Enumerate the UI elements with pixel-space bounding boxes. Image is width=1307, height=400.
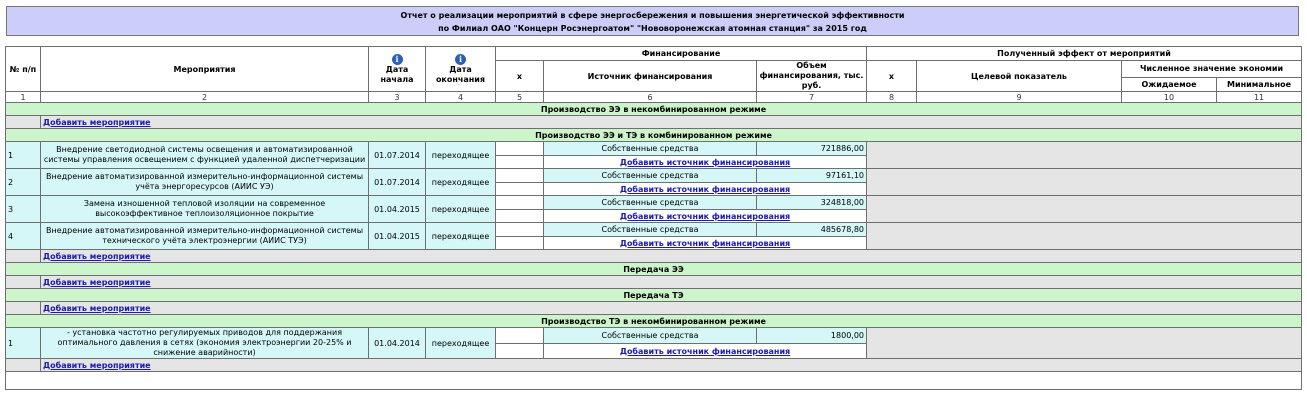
- section-title: Передача ЭЭ: [6, 263, 1302, 276]
- column-number: 2: [41, 92, 369, 103]
- event-effect-empty: [867, 223, 1302, 250]
- event-start-date: 01.04.2015: [369, 196, 426, 223]
- column-number: 5: [496, 92, 544, 103]
- add-source-cell: [544, 344, 867, 359]
- report-title-line1: Отчет о реализации мероприятий в сфере энергосбережения и повышения энергетической эффективности: [400, 11, 905, 20]
- event-row: [6, 142, 1302, 156]
- header-volume: Объем финансирования, тыс. руб.: [757, 61, 867, 92]
- add-event-link[interactable]: Добавить мероприятие: [43, 360, 151, 370]
- add-source-spacer: [496, 183, 544, 196]
- section-header-row: [6, 263, 1302, 276]
- empty-row: [6, 372, 1302, 390]
- add-source-spacer: [496, 156, 544, 169]
- add-source-cell: [544, 237, 867, 250]
- add-event-cell: [41, 276, 1302, 289]
- add-event-cell: [41, 116, 1302, 129]
- add-event-row: [6, 359, 1302, 372]
- event-x-fin: [496, 223, 544, 237]
- add-event-row: [6, 276, 1302, 289]
- header-event: Мероприятия: [41, 47, 369, 92]
- section-title: Производство ЭЭ и ТЭ в комбинированном режиме: [6, 129, 1302, 142]
- add-event-row: [6, 302, 1302, 315]
- section-header-row: [6, 129, 1302, 142]
- add-event-cell: [41, 302, 1302, 315]
- add-event-spacer: [6, 359, 41, 372]
- section-header-row: [6, 103, 1302, 116]
- report-title-line2: по Филиал ОАО "Концерн Росэнергоатом" "Нововоронежская атомная станция" за 2015 год: [438, 24, 867, 33]
- add-event-spacer: [6, 302, 41, 315]
- add-source-link[interactable]: Добавить источник финансирования: [619, 238, 791, 248]
- info-icon[interactable]: i: [455, 54, 466, 65]
- event-end-date: переходящее: [426, 196, 496, 223]
- column-number: 11: [1217, 92, 1302, 103]
- add-event-row: [6, 250, 1302, 263]
- event-end-date: переходящее: [426, 328, 496, 359]
- column-number: 1: [6, 92, 41, 103]
- header-end: [426, 47, 496, 92]
- add-event-row: [6, 116, 1302, 129]
- add-source-spacer: [496, 344, 544, 359]
- event-effect-empty: [867, 328, 1302, 359]
- event-volume: 721886,00: [757, 142, 867, 156]
- column-number: 7: [757, 92, 867, 103]
- event-number: 4: [6, 223, 41, 250]
- event-source: Собственные средства: [544, 223, 757, 237]
- add-source-link[interactable]: Добавить источник финансирования: [619, 184, 791, 194]
- event-x-fin: [496, 169, 544, 183]
- report-title: [6, 6, 1299, 36]
- event-end-date: переходящее: [426, 142, 496, 169]
- add-event-link[interactable]: Добавить мероприятие: [43, 117, 151, 127]
- header-expected: Ожидаемое: [1122, 77, 1217, 91]
- event-volume: 324818,00: [757, 196, 867, 210]
- event-end-date: переходящее: [426, 169, 496, 196]
- event-source: Собственные средства: [544, 196, 757, 210]
- event-number: 1: [6, 328, 41, 359]
- header-end-label: Дата окончания: [435, 64, 486, 84]
- section-title: Производство ЭЭ в некомбинированном режиме: [6, 103, 1302, 116]
- event-start-date: 01.04.2014: [369, 328, 426, 359]
- event-row: [6, 223, 1302, 237]
- section-title: Передача ТЭ: [6, 289, 1302, 302]
- event-end-date: переходящее: [426, 223, 496, 250]
- event-x-fin: [496, 328, 544, 344]
- event-volume: 1800,00: [757, 328, 867, 344]
- add-source-cell: [544, 183, 867, 196]
- column-numbers-row: [6, 92, 1302, 103]
- header-financing: Финансирование: [496, 47, 867, 61]
- header-start: [369, 47, 426, 92]
- add-event-link[interactable]: Добавить мероприятие: [43, 251, 151, 261]
- event-effect-empty: [867, 142, 1302, 169]
- header-effect: Полученный эффект от мероприятий: [867, 47, 1302, 61]
- report-table: [5, 46, 1302, 390]
- event-number: 1: [6, 142, 41, 169]
- column-number: 10: [1122, 92, 1217, 103]
- add-event-spacer: [6, 276, 41, 289]
- event-row: [6, 169, 1302, 183]
- event-source: Собственные средства: [544, 142, 757, 156]
- column-number: 9: [917, 92, 1122, 103]
- add-event-cell: [41, 250, 1302, 263]
- add-event-cell: [41, 359, 1302, 372]
- section-header-row: [6, 289, 1302, 302]
- column-number: 6: [544, 92, 757, 103]
- event-x-fin: [496, 142, 544, 156]
- header-source: Источник финансирования: [544, 61, 757, 92]
- column-number: 3: [369, 92, 426, 103]
- add-event-link[interactable]: Добавить мероприятие: [43, 303, 151, 313]
- event-name: Замена изношенной тепловой изоляции на современное высокоэффективное теплоизоляционное покрытие: [41, 196, 369, 223]
- header-start-label: Дата начала: [380, 64, 414, 84]
- event-effect-empty: [867, 196, 1302, 223]
- section-header-row: [6, 315, 1302, 328]
- event-name: Внедрение автоматизированной измерительно-информационной системы учёта энергоресурсов (АИИС УЭ): [41, 169, 369, 196]
- column-number: 8: [867, 92, 917, 103]
- column-number: 4: [426, 92, 496, 103]
- empty-cell: [6, 372, 1302, 390]
- event-effect-empty: [867, 169, 1302, 196]
- info-icon[interactable]: i: [392, 54, 403, 65]
- event-name: Внедрение автоматизированной измерительно-информационной системы технического учёта электроэнергии (АИИС ТУЭ): [41, 223, 369, 250]
- event-start-date: 01.07.2014: [369, 142, 426, 169]
- header-num: № п/п: [6, 47, 41, 92]
- add-source-cell: [544, 156, 867, 169]
- event-number: 3: [6, 196, 41, 223]
- header-x-effect: х: [867, 61, 917, 92]
- event-row: [6, 328, 1302, 344]
- event-volume: 485678,80: [757, 223, 867, 237]
- event-start-date: 01.04.2015: [369, 223, 426, 250]
- event-source: Собственные средства: [544, 169, 757, 183]
- add-source-link[interactable]: Добавить источник финансирования: [619, 346, 791, 356]
- add-source-link[interactable]: Добавить источник финансирования: [619, 211, 791, 221]
- add-event-link[interactable]: Добавить мероприятие: [43, 277, 151, 287]
- event-row: [6, 196, 1302, 210]
- add-source-spacer: [496, 237, 544, 250]
- add-source-cell: [544, 210, 867, 223]
- event-name: - установка частотно регулируемых приводов для поддержания оптимального давления в сетях (экономия электроэнергии 20-25% и снижение аварийности): [41, 328, 369, 359]
- add-event-spacer: [6, 250, 41, 263]
- event-x-fin: [496, 196, 544, 210]
- add-source-spacer: [496, 210, 544, 223]
- event-start-date: 01.07.2014: [369, 169, 426, 196]
- header-x-fin: х: [496, 61, 544, 92]
- header-target: Целевой показатель: [917, 61, 1122, 92]
- add-event-spacer: [6, 116, 41, 129]
- header-saving: Численное значение экономии: [1122, 61, 1302, 78]
- header-minimal: Минимальное: [1217, 77, 1302, 91]
- add-source-link[interactable]: Добавить источник финансирования: [619, 157, 791, 167]
- event-volume: 97161,10: [757, 169, 867, 183]
- event-number: 2: [6, 169, 41, 196]
- event-name: Внедрение светодиодной системы освещения и автоматизированной системы управления освещением с функцией удаленной диспетчеризации: [41, 142, 369, 169]
- section-title: Производство ТЭ в некомбинированном режиме: [6, 315, 1302, 328]
- event-source: Собственные средства: [544, 328, 757, 344]
